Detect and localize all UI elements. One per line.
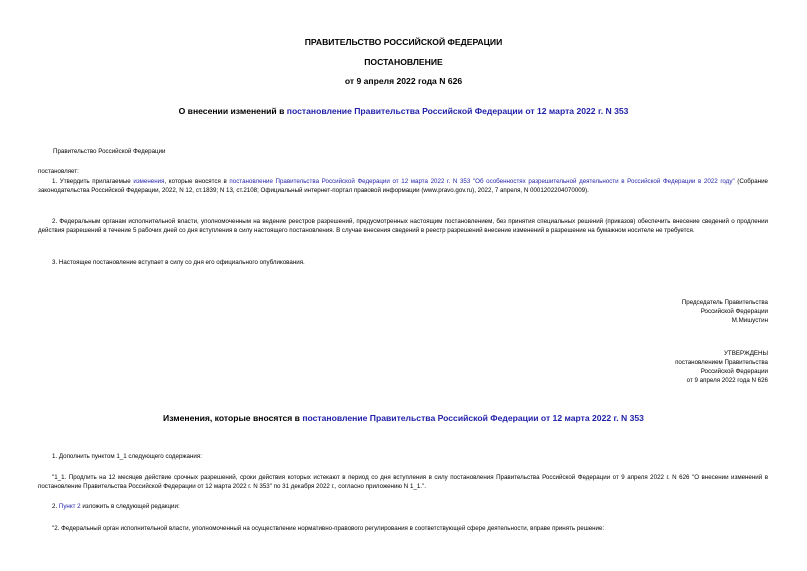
approval-stamp-block bbox=[560, 349, 768, 385]
paragraph-2-link[interactable]: Пункт 2 bbox=[58, 503, 81, 510]
change-item-2-number: 2. bbox=[52, 503, 59, 510]
issuer-text: Правительство Российской Федерации bbox=[53, 148, 166, 155]
document-title bbox=[0, 106, 807, 116]
change-item-1: 1. Дополнить пунктом 1_1 следующего содержания: bbox=[52, 453, 202, 460]
government-heading: ПРАВИТЕЛЬСТВО РОССИЙСКОЙ ФЕДЕРАЦИИ bbox=[304, 37, 503, 47]
document-date-number: от 9 апреля 2022 года N 626 bbox=[344, 76, 463, 86]
changes-link[interactable]: изменения bbox=[133, 178, 165, 185]
signature-block bbox=[560, 298, 768, 325]
change-item-2-quote: "2. Федеральный орган исполнительной власти, уполномоченный на осуществление нормативно-правового регулирования в соответствующей сфере деятельности, вправе принять решение: bbox=[52, 525, 605, 532]
signature-country: Российской Федерации bbox=[700, 308, 768, 315]
change-item-2 bbox=[52, 502, 180, 511]
approved-label: УТВЕРЖДЕНЫ bbox=[724, 350, 768, 357]
change-item-1-quote bbox=[38, 473, 768, 491]
document-type-heading: ПОСТАНОВЛЕНИЕ bbox=[364, 57, 443, 67]
paragraph-1-text-c: (Собрание законодательства Российской Федерации, 2022, N 12, ст.1839; N 13, ст.2108; Официальный интернет-портал правовой информации (www.pravo.gov.ru), 2022, 7 апреля, N 0001202204070009). bbox=[38, 178, 768, 194]
decides-text: постановляет: bbox=[38, 168, 79, 175]
document-title-link[interactable]: постановление Правительства Российской Федерации от 12 марта 2022 г. N 353 bbox=[286, 106, 629, 116]
resolution-353-link[interactable]: постановление Правительства Российской Федерации от 12 марта 2022 г. N 353 "Об особенностях разрешительной деятельности в Российской Федерации в 2022 году" bbox=[229, 178, 735, 185]
signature-name: М.Мишустин bbox=[731, 317, 768, 324]
paragraph-3: 3. Настоящее постановление вступает в силу со дня его официального опубликования. bbox=[52, 259, 305, 266]
document-title-prefix: О внесении изменений в bbox=[178, 106, 287, 116]
signature-position: Председатель Правительства bbox=[681, 299, 768, 306]
changes-title bbox=[0, 413, 807, 423]
change-item-1-quote-text: "1_1. Продлить на 12 месяцев действие срочных разрешений, сроки действия которых истекают в период со дня вступления в силу постановления Правительства Российской Федерации от 9 апреля 2022 г. N 626 "О внесении изменений в постановление Правительства Российской Федерации от 12 марта 2022 г. N 353" по 31 декабря 2022 г., согласно приложению N 1_1.". bbox=[38, 474, 768, 490]
paragraph-1-text-a: 1. Утвердить прилагаемые bbox=[52, 178, 134, 185]
approved-by: постановлением Правительства bbox=[675, 359, 768, 366]
paragraph-2 bbox=[38, 217, 768, 235]
approved-date: от 9 апреля 2022 года N 626 bbox=[686, 377, 768, 384]
paragraph-1-text-b: , которые вносятся в bbox=[164, 178, 230, 185]
change-item-2-text: изложить в следующей редакции: bbox=[80, 503, 180, 510]
approved-country: Российской Федерации bbox=[700, 368, 768, 375]
changes-title-link[interactable]: постановление Правительства Российской Федерации от 12 марта 2022 г. N 353 bbox=[302, 413, 644, 423]
changes-title-prefix: Изменения, которые вносятся в bbox=[163, 413, 303, 423]
paragraph-1 bbox=[38, 177, 768, 195]
paragraph-2-text: 2. Федеральным органам исполнительной власти, уполномоченным на ведение реестров разрешений, предусмотренных настоящим постановлением, без принятия специальных решений (приказов) обеспечить внесение сведений о продлении действия разрешений в течение 5 рабочих дней со дня вступления в силу настоящего постановления. В случае внесения сведений в реестр разрешений внесение изменений в разрешение на бумажном носителе не требуется. bbox=[38, 218, 768, 234]
